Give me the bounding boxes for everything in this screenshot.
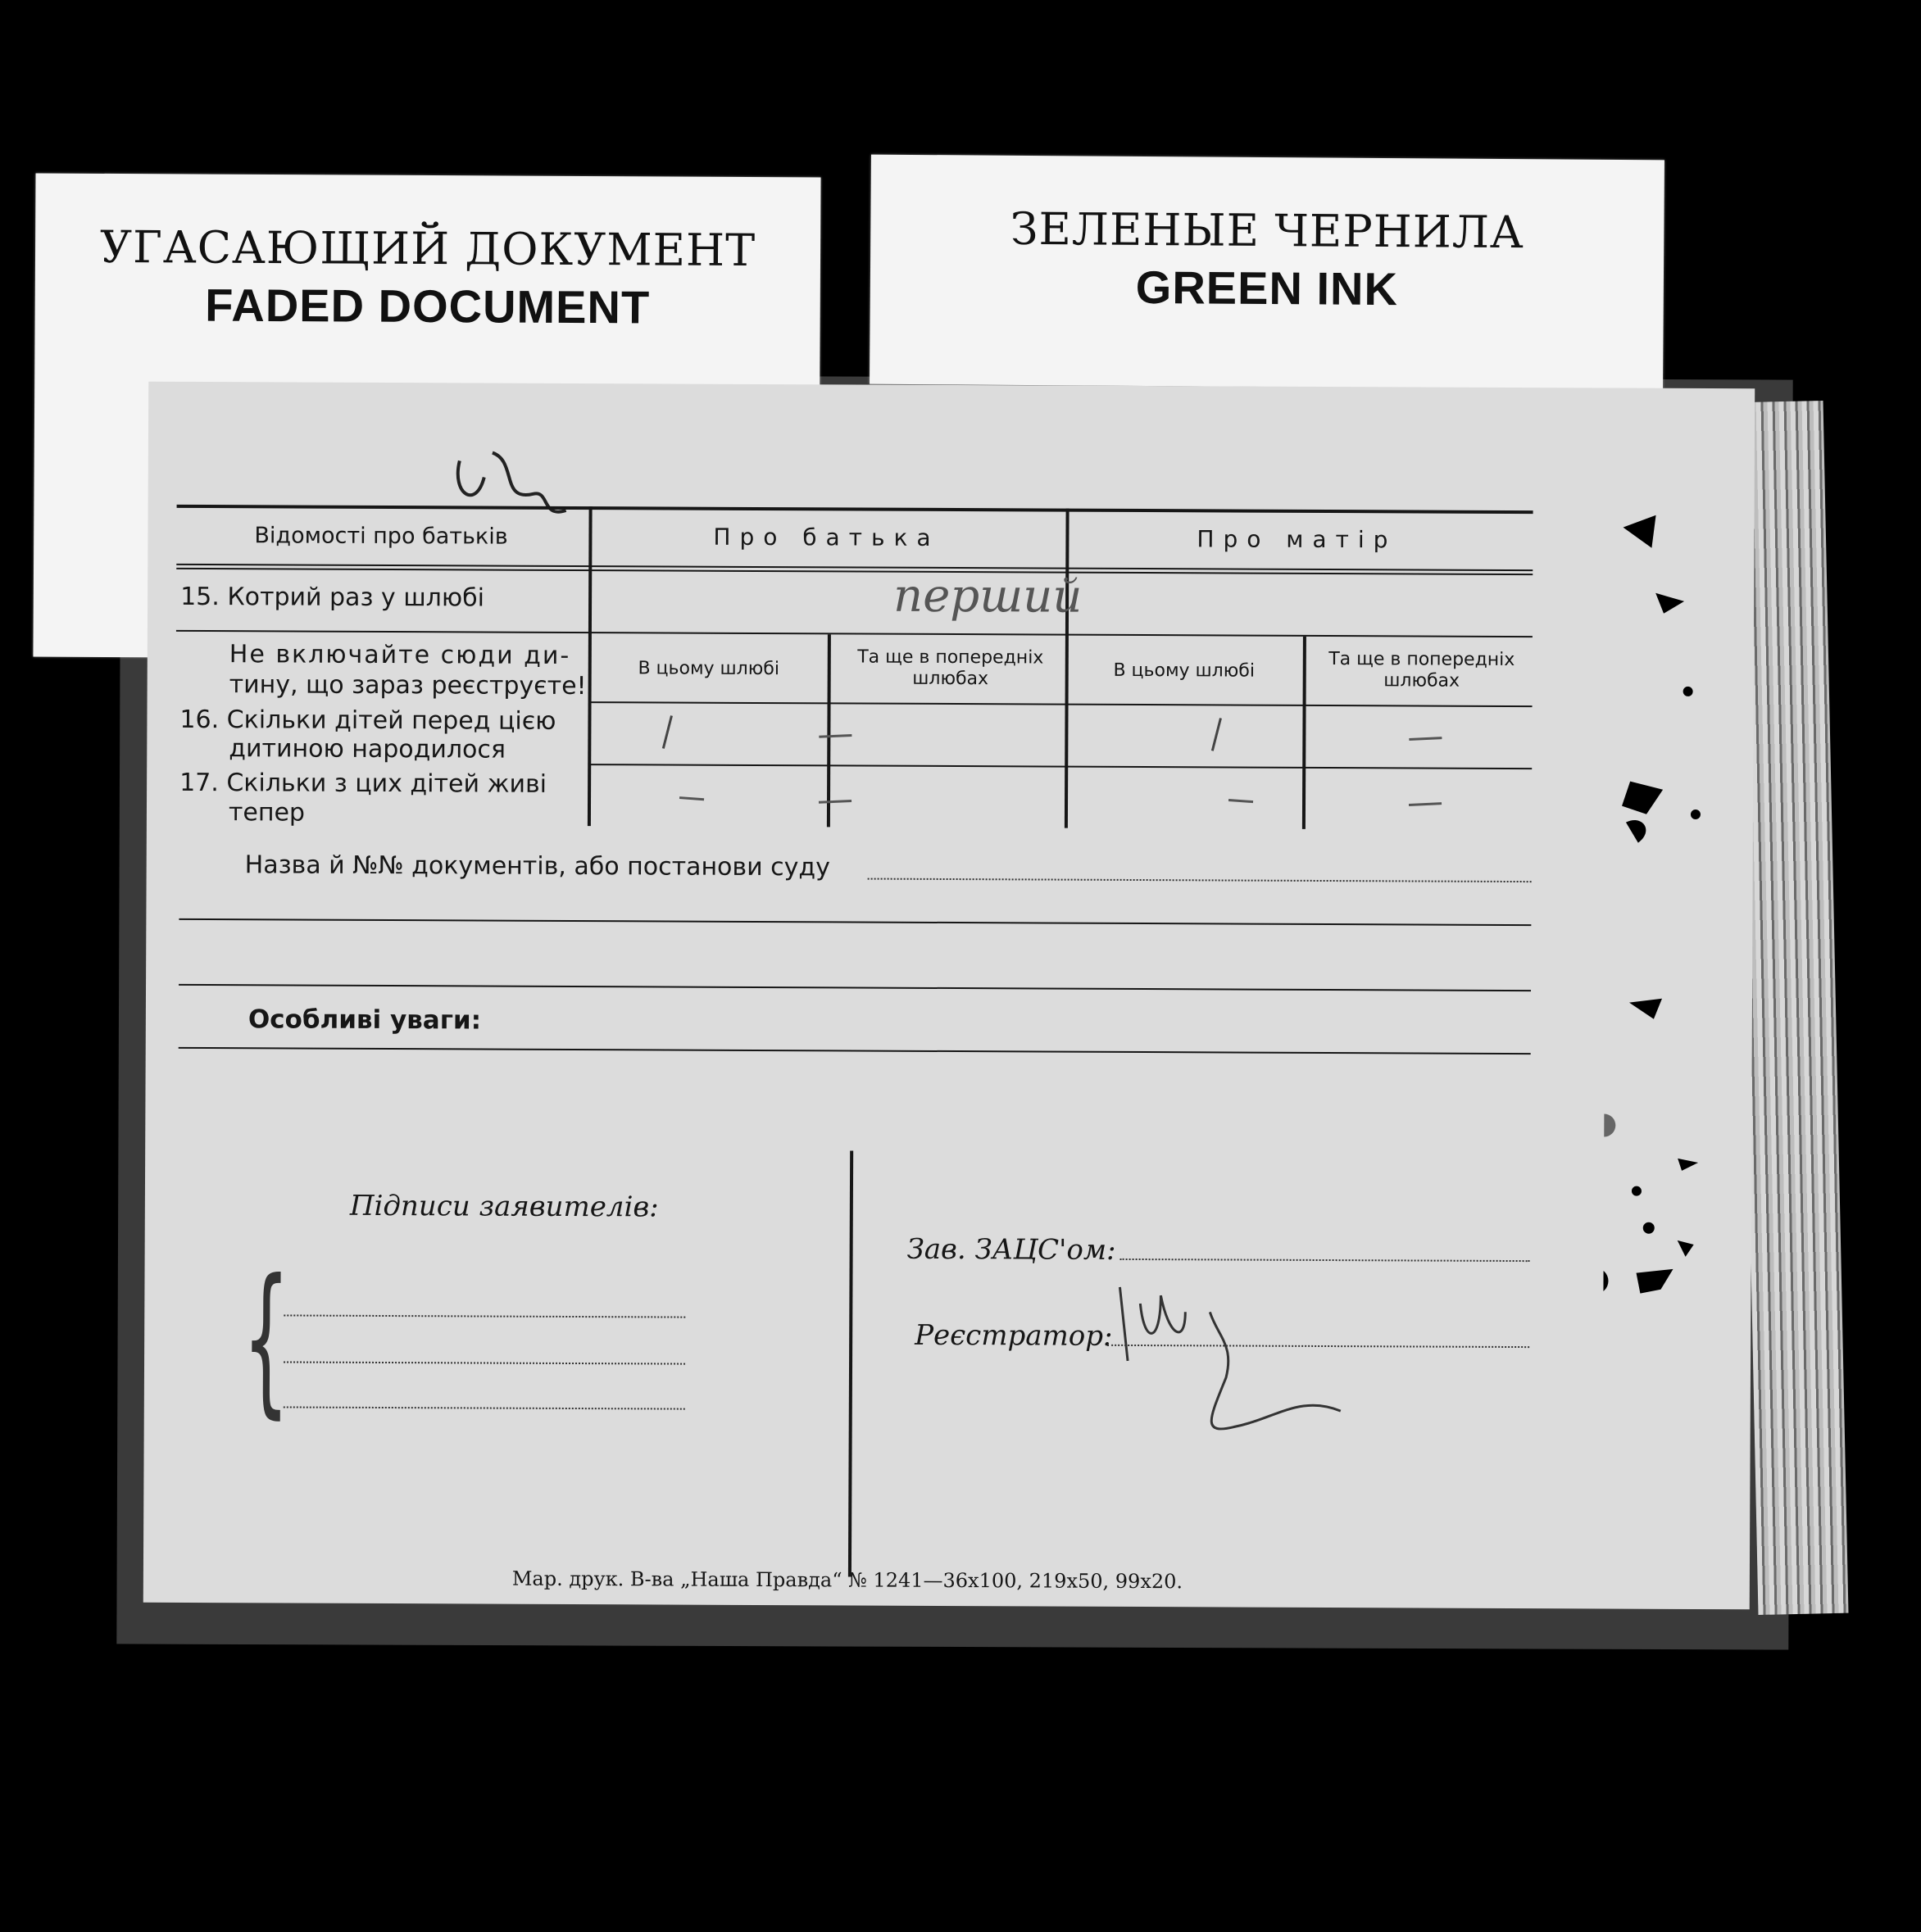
handwritten-mother-marks-icon [1130, 710, 1557, 818]
handwritten-mark-icon [443, 444, 574, 535]
row16-line1: 16. Скільки дітей перед цією [179, 705, 556, 736]
head-label: Зав. ЗАЦС'ом: [906, 1232, 1116, 1267]
head-signature-line[interactable] [1120, 1259, 1530, 1262]
father-prev-line2: шлюбах [912, 668, 989, 690]
signature-divider [848, 1150, 853, 1576]
binding-holes-icon [1603, 469, 1730, 1413]
documents-rule-2 [179, 918, 1531, 926]
documents-line[interactable] [868, 878, 1532, 883]
row15-answer: перший [892, 569, 1083, 624]
printer-footer: Мар. друк. В-ва „Наша Правда“ № 1241—36х100, 219х50, 99х20. [511, 1567, 1183, 1594]
applicant-signature-line-2[interactable] [284, 1361, 685, 1364]
faded-label-russian: УГАСАЮЩИЙ ДОКУМЕНТ [99, 220, 756, 277]
applicant-signature-line-3[interactable] [284, 1406, 685, 1409]
faded-label-english: FADED DOCUMENT [205, 279, 651, 333]
registrar-signature-icon [1111, 1271, 1358, 1452]
col-divider-1 [588, 506, 593, 826]
mother-prev-line2: шлюбах [1383, 670, 1460, 692]
mother-this-marriage: В цьому шлюбі [1113, 660, 1256, 682]
subheader-rule [590, 701, 1533, 707]
row15-rule [176, 630, 1533, 637]
table-top-rule [177, 505, 1533, 514]
documents-label: Назва й №№ документів, або постанови суду [244, 850, 830, 882]
registrar-label: Реєстратор: [915, 1318, 1113, 1353]
row17-line2: тепер [228, 798, 306, 828]
applicant-signature-line-1[interactable] [284, 1314, 685, 1317]
remarks-rule [179, 1047, 1531, 1054]
father-prev-line1: Та ще в попередніх [857, 646, 1044, 669]
green-label-english: GREEN INK [1135, 261, 1399, 315]
header-parents: Відомості про батьків [254, 523, 508, 550]
remarks-label: Особливі уваги: [248, 1005, 482, 1036]
green-label-russian: ЗЕЛЕНЫЕ ЧЕРНИЛА [1010, 202, 1525, 259]
handwritten-cell-marks-icon [655, 707, 1082, 815]
registration-form-sheet [143, 382, 1755, 1610]
documents-rule-3 [179, 984, 1531, 991]
note-line1: Не включайте сюди ди- [229, 640, 571, 670]
note-line2: тину, що зараз реєструєте! [229, 670, 587, 701]
row17-line1: 17. Скільки з цих дітей живі [179, 768, 547, 799]
green-ink-label [870, 155, 1664, 390]
applicants-label: Підписи заявителів: [349, 1189, 659, 1224]
father-this-marriage: В цьому шлюбі [638, 658, 780, 680]
row16-line2: дитиною народилося [229, 734, 506, 764]
row15-label: 15. Котрий раз у шлюбі [180, 582, 485, 613]
applicants-brace: { [242, 1245, 290, 1435]
header-father: Про батька [713, 523, 940, 551]
header-mother: Про матір [1197, 525, 1397, 554]
mother-prev-line1: Та ще в попередніх [1328, 649, 1515, 671]
